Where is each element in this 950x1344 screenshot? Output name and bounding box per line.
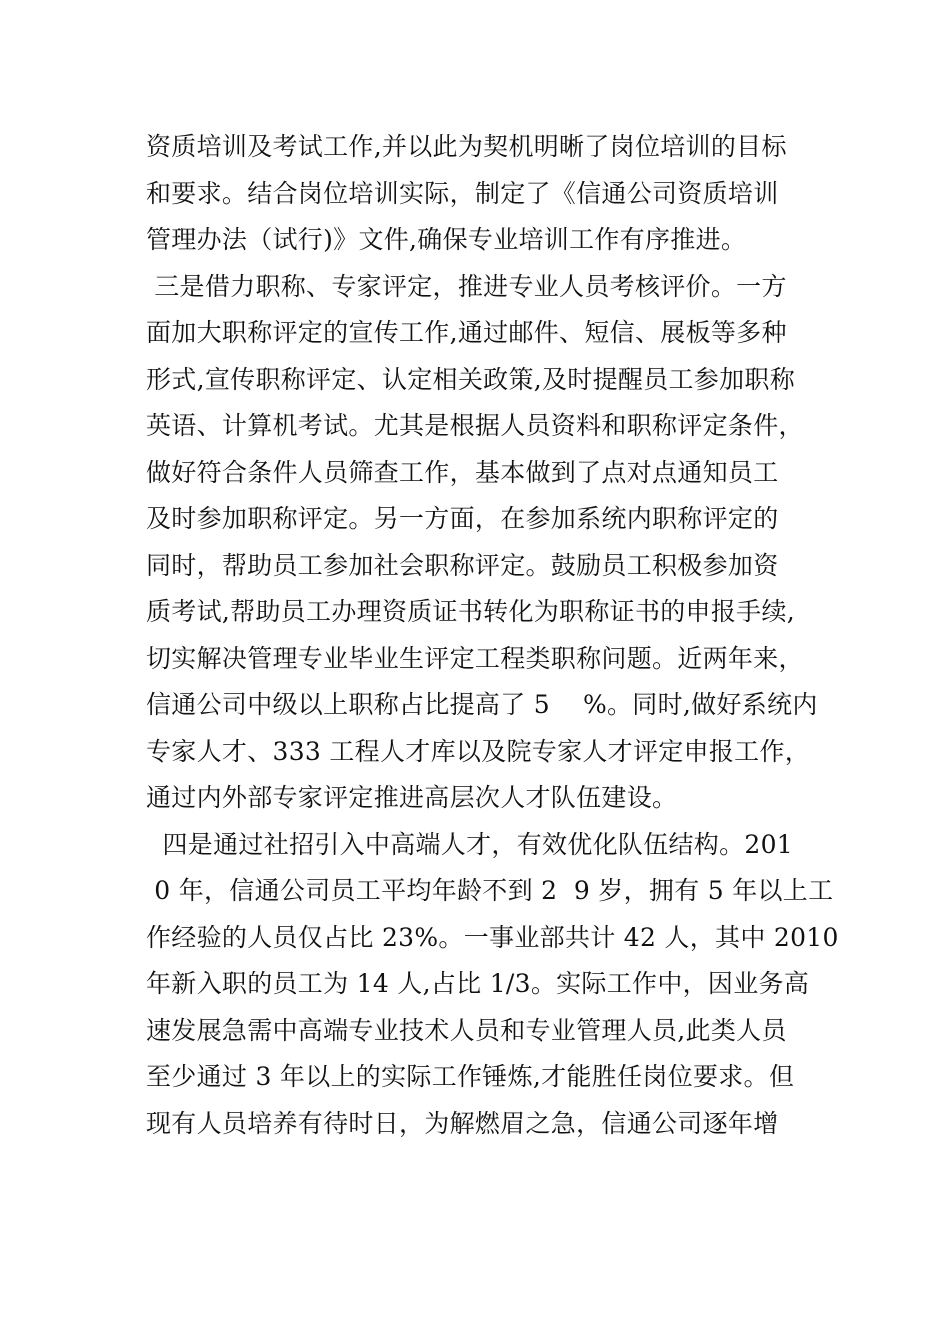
text-line: 切实解决管理专业毕业生评定工程类职称问题。近两年来，: [146, 643, 804, 673]
text-line: 质考试,帮助员工办理资质证书转化为职称证书的申报手续,: [146, 597, 795, 626]
text-line: 至少通过 3 年以上的实际工作锤炼,才能胜任岗位要求。但: [146, 1062, 795, 1091]
text-line: 专家人才、333 工程人才库以及院专家人才评定申报工作，: [146, 736, 811, 766]
text-line: 做好符合条件人员筛查工作，基本做到了点对点通知员工: [146, 457, 779, 487]
text-line: 形式,宣传职称评定、认定相关政策,及时提醒员工参加职称: [146, 364, 795, 394]
text-line: 资质培训及考试工作,并以此为契机明晰了岗位培训的目标: [146, 132, 787, 161]
text-line: 英语、计算机考试。尤其是根据人员资料和职称评定条件，: [146, 411, 804, 440]
text-line: 三是借力职称、专家评定，推进专业人员考核评价。一方: [146, 271, 787, 301]
text-line: 四是通过社招引入中高端人才，有效优化队伍结构。201: [146, 829, 794, 859]
text-line: 现有人员培养有待时日，为解燃眉之急，信通公司逐年增: [146, 1108, 779, 1138]
text-line: 信通公司中级以上职称占比提高了 5 %。同时,做好系统内: [146, 690, 818, 719]
text-line: 年新入职的员工为 14 人,占比 1/3。实际工作中，因业务高: [146, 969, 810, 998]
text-line: 面加大职称评定的宣传工作,通过邮件、短信、展板等多种: [146, 318, 787, 347]
text-line: 和要求。结合岗位培训实际，制定了《信通公司资质培训: [146, 178, 779, 208]
text-line: 作经验的人员仅占比 23%。一事业部共计 42 人，其中 2010: [146, 922, 839, 952]
text-line: 速发展急需中高端专业技术人员和专业管理人员,此类人员: [146, 1015, 787, 1045]
document-body: [146, 124, 839, 1147]
text-line: 同时，帮助员工参加社会职称评定。鼓励员工积极参加资: [146, 550, 779, 580]
text-line: 管理办法（试行)》文件,确保专业培训工作有序推进。: [146, 225, 747, 254]
text-line: 通过内外部专家评定推进高层次人才队伍建设。: [146, 783, 678, 812]
text-line: 及时参加职称评定。另一方面，在参加系统内职称评定的: [146, 504, 779, 533]
text-line: 0 年，信通公司员工平均年龄不到 2 9 岁，拥有 5 年以上工: [146, 876, 834, 905]
